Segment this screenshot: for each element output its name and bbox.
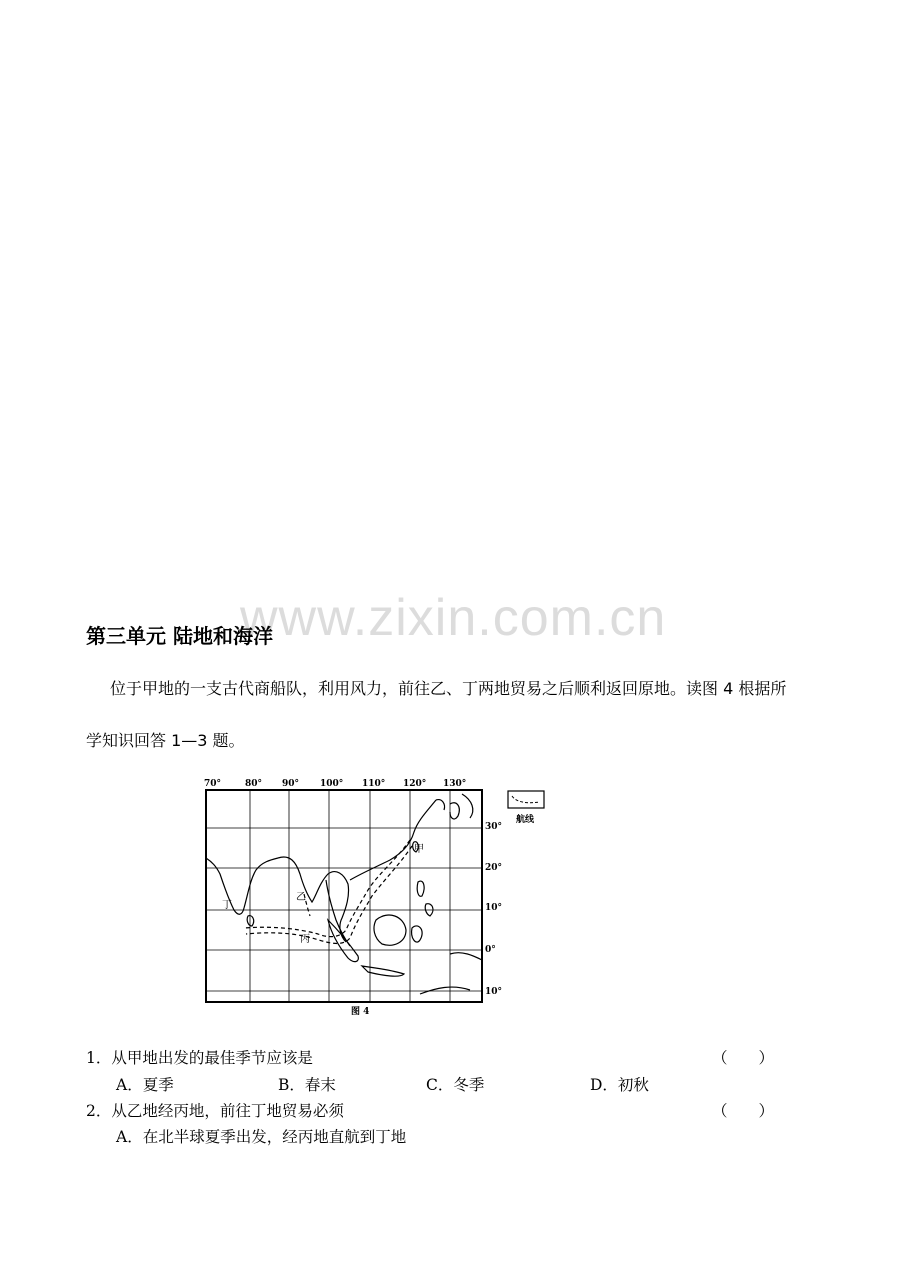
lat-label: 10° (485, 987, 503, 997)
lat-label: 20° (485, 863, 503, 873)
place-yi: 乙 (296, 892, 306, 903)
question-1-answer-paren: （ ） (712, 1049, 775, 1067)
lon-label: 110° (362, 779, 386, 789)
lon-label: 90° (282, 779, 300, 789)
legend-box (508, 791, 544, 808)
question-1-option-a: A．夏季 (116, 1076, 174, 1094)
place-ding: 丁 (222, 900, 232, 911)
map-caption: 图 4 (351, 1007, 370, 1017)
question-1-option-d: D．初秋 (590, 1076, 649, 1094)
question-1-option-b: B．春末 (278, 1076, 336, 1094)
question-1-stem: 1．从甲地出发的最佳季节应该是 (86, 1049, 313, 1067)
intro-line-1: 位于甲地的一支古代商船队，利用风力，前往乙、丁两地贸易之后顺利返回原地。读图 4 根据所 (110, 679, 787, 698)
watermark: www.zixin.com.cn (240, 589, 667, 647)
unit-title: 第三单元 陆地和海洋 (86, 624, 273, 648)
question-2-option-a: A．在北半球夏季出发，经丙地直航到丁地 (116, 1128, 407, 1146)
place-bing: 丙 (300, 934, 310, 945)
question-2-answer-paren: （ ） (712, 1102, 775, 1120)
lon-label: 70° (204, 779, 222, 789)
legend-label: 航线 (516, 815, 535, 825)
lon-label: 100° (320, 779, 344, 789)
lat-label: 30° (485, 822, 503, 832)
lon-label: 80° (245, 779, 263, 789)
lon-label: 120° (403, 779, 427, 789)
map-figure (200, 770, 560, 1020)
question-2-stem: 2．从乙地经丙地，前往丁地贸易必须 (86, 1102, 344, 1120)
place-jia: 甲 (414, 844, 424, 855)
intro-line-2: 学知识回答 1—3 题。 (86, 731, 245, 750)
lon-label: 130° (443, 779, 467, 789)
lat-label: 10° (485, 903, 503, 913)
lat-label: 0° (485, 945, 496, 955)
question-1-option-c: C．冬季 (426, 1076, 485, 1094)
